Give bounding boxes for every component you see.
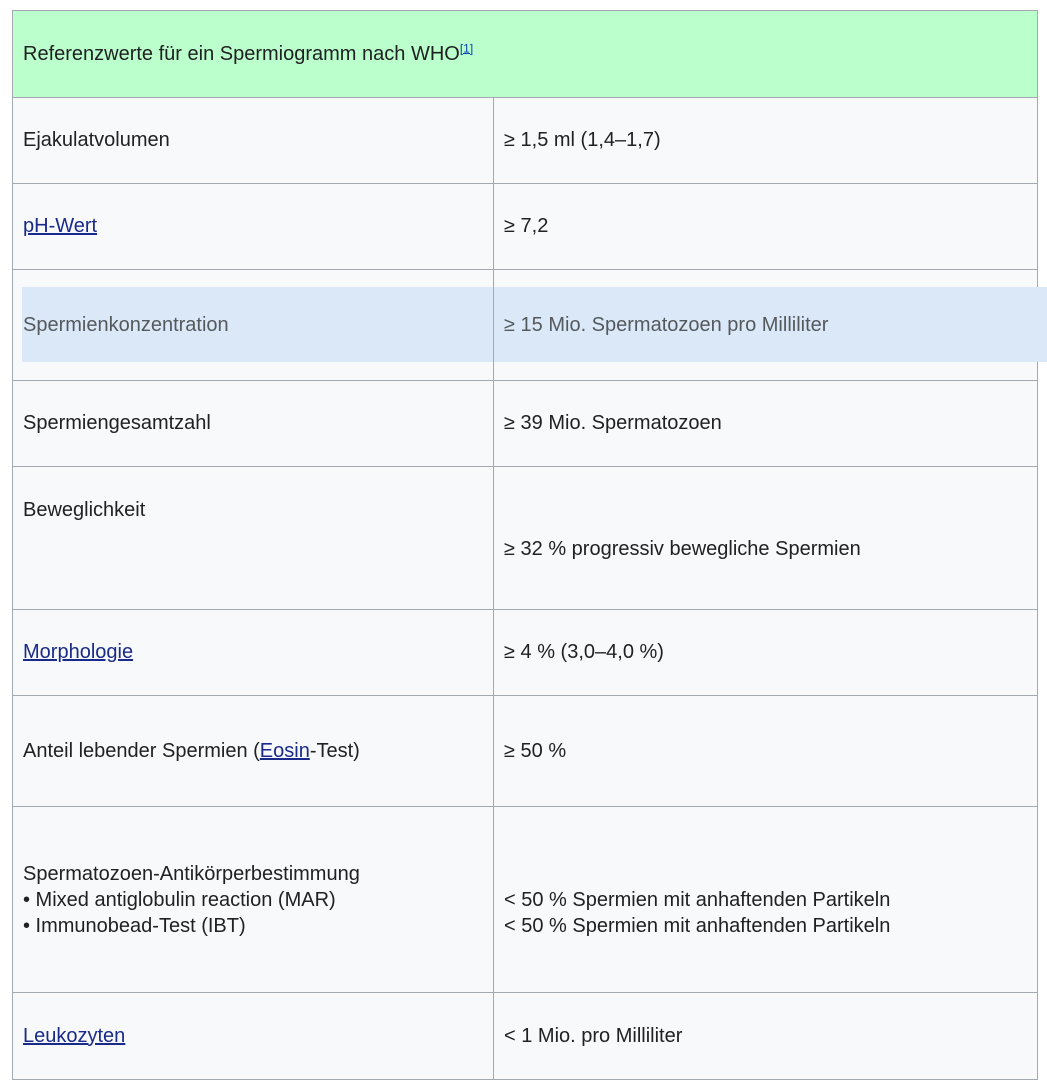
value-label: ≥ 1,5 ml (1,4–1,7) (504, 129, 661, 151)
table-row (13, 696, 1038, 807)
param-cell (13, 184, 494, 270)
param-line: Spermatozoen-Antikörperbestimmung (23, 862, 360, 885)
param-label: Spermienkonzentration (23, 313, 229, 336)
table-row (13, 184, 1038, 270)
value-cell (494, 467, 1038, 610)
param-cell (13, 98, 494, 184)
param-line: • Mixed antiglobulin reaction (MAR) (23, 888, 336, 911)
param-cell (13, 467, 494, 610)
table-row (13, 98, 1038, 184)
value-label: < 1 Mio. pro Milliliter (504, 1024, 683, 1047)
value-line: < 50 % Spermien mit anhaftenden Partikeln (504, 914, 891, 937)
table-row (13, 467, 1038, 610)
param-cell (13, 696, 494, 807)
param-line: • Immunobead-Test (IBT) (23, 914, 246, 937)
param-label: Spermiengesamtzahl (23, 412, 211, 434)
param-label: Beweglichkeit (23, 499, 146, 521)
param-cell (13, 807, 494, 993)
morphologie-link[interactable]: Morphologie (23, 641, 134, 663)
value-label: ≥ 50 % (504, 739, 567, 762)
value-label: ≥ 7,2 (504, 215, 549, 237)
table-row (13, 993, 1038, 1080)
value-cell (494, 184, 1038, 270)
table-row-highlighted (13, 270, 1038, 381)
table-caption-text: Referenzwerte für ein Spermiogramm nach WHO (23, 42, 460, 65)
value-cell (494, 381, 1038, 467)
param-label: Ejakulatvolumen (23, 129, 170, 151)
param-label-pre: Anteil lebender Spermien ( (23, 739, 260, 762)
value-cell (494, 993, 1038, 1080)
eosin-link[interactable]: Eosin (259, 739, 310, 762)
value-line: < 50 % Spermien mit anhaftenden Partikeln (504, 888, 891, 911)
param-cell (13, 270, 494, 381)
table-row (13, 610, 1038, 696)
value-label: ≥ 32 % progressiv bewegliche Spermien (504, 537, 861, 560)
leukozyten-link[interactable]: Leukozyten (23, 1024, 126, 1047)
table-caption (13, 11, 1038, 98)
footnote-ref (460, 41, 473, 55)
table-row (13, 381, 1038, 467)
value-cell (494, 807, 1038, 993)
value-cell (494, 696, 1038, 807)
value-cell (494, 610, 1038, 696)
footnote-link[interactable]: [1] (459, 40, 474, 55)
table-row (13, 807, 1038, 993)
ph-wert-link[interactable]: pH-Wert (23, 215, 98, 237)
param-cell (13, 993, 494, 1080)
value-cell (494, 98, 1038, 184)
value-label: ≥ 39 Mio. Spermatozoen (504, 412, 722, 434)
value-label: ≥ 4 % (3,0–4,0 %) (504, 641, 664, 663)
reference-values-table (12, 10, 1038, 1080)
value-line-spacer (504, 861, 1027, 887)
value-label: ≥ 15 Mio. Spermatozoen pro Milliliter (504, 313, 829, 336)
param-label-post: -Test) (309, 739, 360, 762)
table-header-row (13, 11, 1038, 98)
value-cell (494, 270, 1038, 381)
param-cell (13, 381, 494, 467)
param-cell (13, 610, 494, 696)
